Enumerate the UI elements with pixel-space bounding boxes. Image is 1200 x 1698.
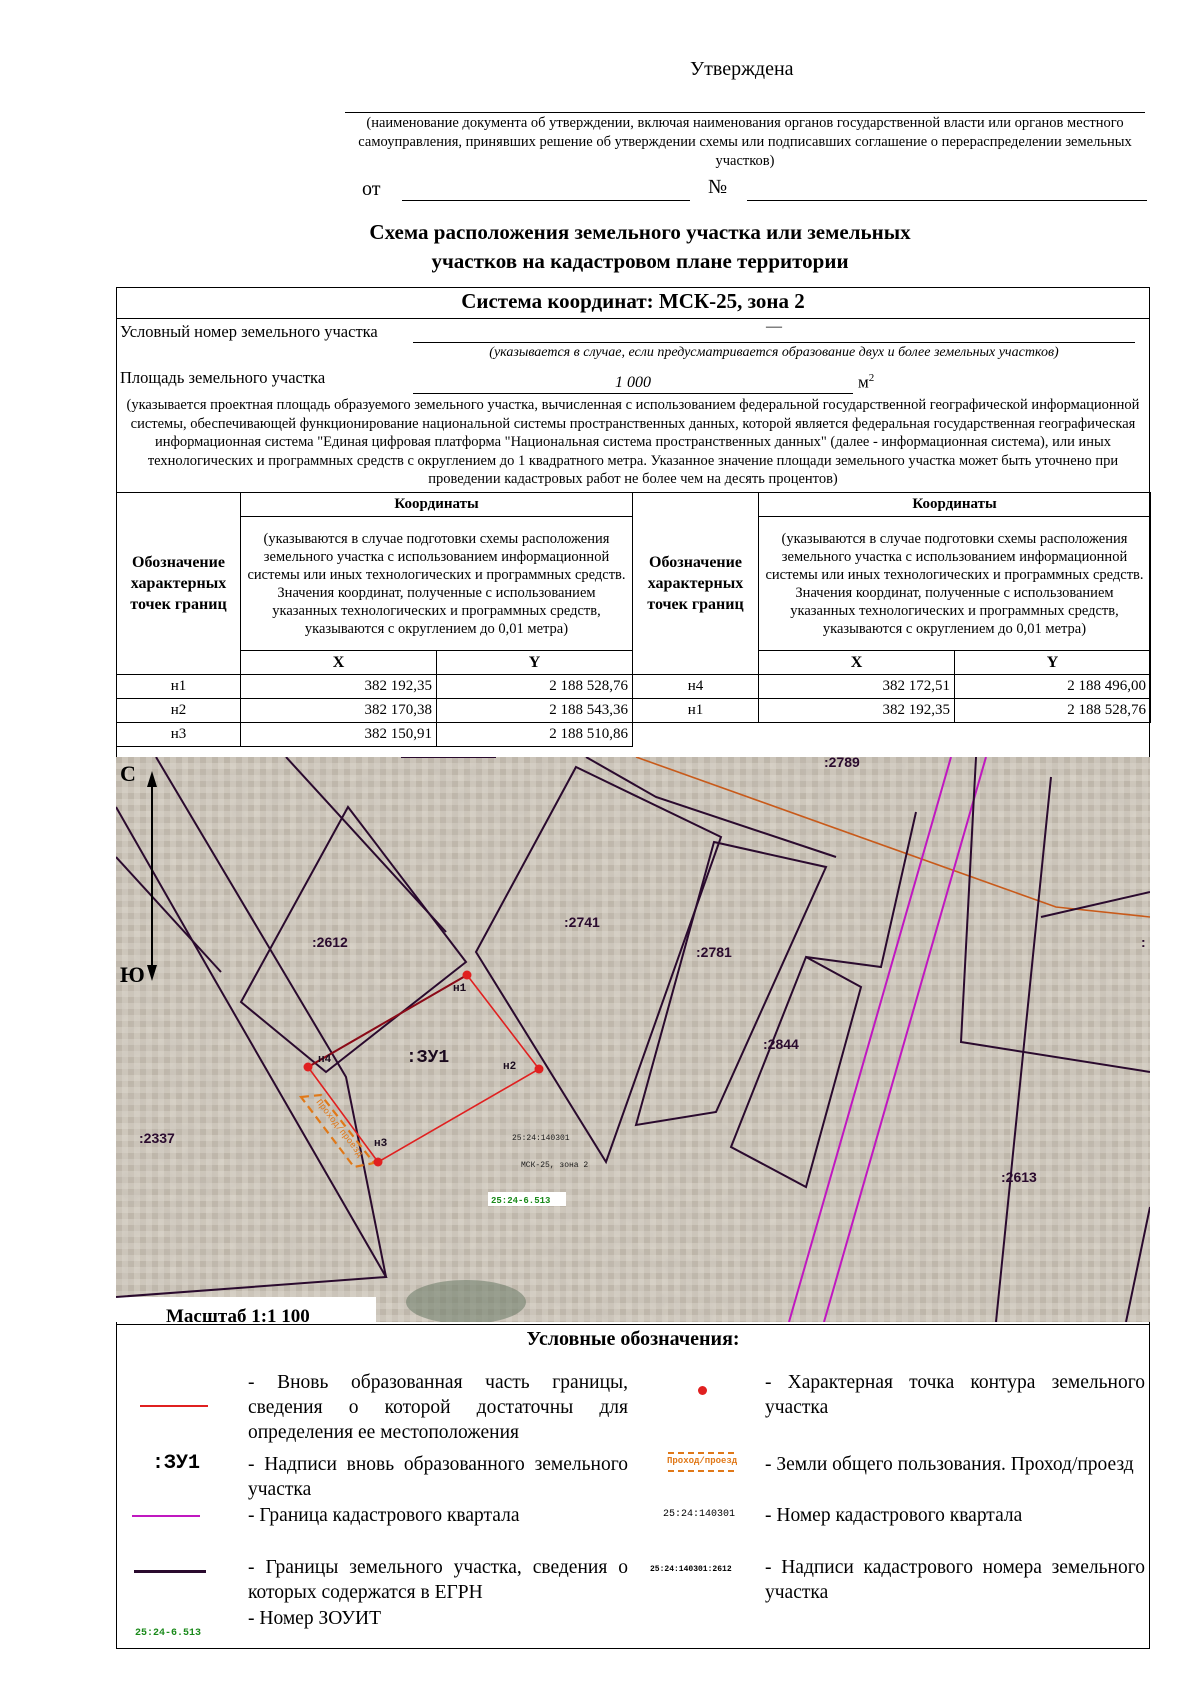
legend-common-land-text: - Земли общего пользования. Проход/проезд xyxy=(765,1454,1134,1475)
coords-desc-left: (указываются в случае подготовки схемы расположения земельного участка с использованием информационной системы или иных технологических и программных средств. Значения координат, полученные с использованием указанных технологических и программных средств, указываются с округлением до 0,01 метра) xyxy=(241,517,633,651)
point-n3-label: н3 xyxy=(374,1138,388,1150)
conditional-number-label: Условный номер земельного участка xyxy=(120,322,378,341)
point-n4-label: н4 xyxy=(318,1054,332,1066)
point-id: н1 xyxy=(633,699,759,723)
map-svg xyxy=(116,757,1150,1322)
approved-label: Утверждена xyxy=(690,58,794,80)
new-parcel-label: :ЗУ1 xyxy=(406,1048,450,1068)
area-label: Площадь земельного участка xyxy=(120,368,326,387)
north-label: С xyxy=(120,761,136,786)
y-header-left: Y xyxy=(437,651,633,675)
parcel-label-2741: :2741 xyxy=(564,914,600,930)
area-value: 1 000 xyxy=(615,374,651,391)
legend-common-land-line-top xyxy=(668,1452,734,1454)
page-title xyxy=(250,218,1030,276)
vegetation-patch xyxy=(406,1280,526,1322)
y-header-right: Y xyxy=(955,651,1151,675)
legend-egrn-border-text: - Границы земельного участка, сведения о которых содержатся в ЕГРН xyxy=(248,1557,628,1603)
y-value: 2 188 510,86 xyxy=(437,723,633,747)
legend-quarter-number-text: - Номер кадастрового квартала xyxy=(765,1505,1023,1526)
cadastral-map xyxy=(116,757,1150,1322)
point-id: н3 xyxy=(117,723,241,747)
x-header-left: X xyxy=(241,651,437,675)
point-n1-label: н1 xyxy=(453,983,467,995)
legend-common-land-sample: Проход/проезд xyxy=(667,1456,738,1466)
legend-new-parcel-sample: :ЗУ1 xyxy=(152,1452,201,1475)
table-row xyxy=(117,723,1151,747)
legend-quarter-border-sample xyxy=(132,1515,200,1517)
coords-header-right: Координаты xyxy=(759,493,1151,517)
legend-egrn-border-sample xyxy=(134,1570,206,1573)
legend-new-border-text: - Вновь образованная часть границы, сведения о которой достаточны для определения ее местоположения xyxy=(248,1372,628,1443)
point-n3-marker xyxy=(374,1158,383,1167)
point-n2-marker xyxy=(535,1065,544,1074)
point-n2-label: н2 xyxy=(503,1061,517,1073)
legend-char-point-text: - Характерная точка контура земельного участка xyxy=(765,1372,1145,1418)
legend-cad-number-sample: 25:24:140301:2612 xyxy=(650,1565,732,1574)
number-label: № xyxy=(708,176,728,198)
point-n1-marker xyxy=(463,971,472,980)
legend-zouit-sample: 25:24-6.513 xyxy=(135,1628,202,1639)
approval-doc-note: (наименование документа об утверждении, включая наименования органов государственной власти или органов местного самоуправления, принявших решение об утверждении схемы или подписавших соглашение о перераспределении земельных участков) xyxy=(358,115,1132,169)
parcel-label-2781: :2781 xyxy=(696,944,732,960)
coordinates-table xyxy=(116,492,1151,747)
legend-common-land-line-bottom xyxy=(668,1470,734,1472)
number-line xyxy=(747,200,1147,201)
date-label: от xyxy=(362,178,381,200)
point-header-right: Обозначение характерных точек границ xyxy=(633,493,759,675)
south-label: Ю xyxy=(120,962,145,987)
coord-system-title: Система координат: МСК-25, зона 2 xyxy=(461,289,805,313)
parcel-label-2612: :2612 xyxy=(312,934,348,950)
parcel-label-edge: : xyxy=(1141,934,1146,950)
table-row xyxy=(117,699,1151,723)
conditional-number-note: (указывается в случае, если предусматривается образование двух и более земельных участков) xyxy=(489,345,1059,360)
coords-header-left: Координаты xyxy=(241,493,633,517)
conditional-number-value: — xyxy=(766,318,782,335)
x-value: 382 150,91 xyxy=(241,723,437,747)
legend-divider xyxy=(116,1324,1150,1325)
legend-cad-number-text: - Надписи кадастрового номера земельного участка xyxy=(765,1557,1145,1603)
legend-quarter-number-sample: 25:24:140301 xyxy=(663,1509,736,1520)
point-id: н2 xyxy=(117,699,241,723)
coord-system-map-label: МСК-25, зона 2 xyxy=(521,1161,589,1170)
point-n4-marker xyxy=(304,1063,313,1072)
x-header-right: X xyxy=(759,651,955,675)
x-value: 382 170,38 xyxy=(241,699,437,723)
legend-zouit-text: - Номер ЗОУИТ xyxy=(248,1608,382,1629)
legend-quarter-border-text: - Граница кадастрового квартала xyxy=(248,1505,520,1526)
point-id: н1 xyxy=(117,675,241,699)
y-value: 2 188 528,76 xyxy=(437,675,633,699)
conditional-number-line xyxy=(413,342,1135,343)
x-value: 382 192,35 xyxy=(241,675,437,699)
area-unit: $м^2$ xyxy=(858,372,875,392)
date-line xyxy=(402,200,690,201)
legend-new-border-sample xyxy=(140,1405,208,1407)
point-header-left: Обозначение характерных точек границ xyxy=(117,493,241,675)
parcel-label-2613: :2613 xyxy=(1001,1169,1037,1185)
legend-new-parcel-text: - Надписи вновь образованного земельного участка xyxy=(248,1454,628,1500)
y-value: 2 188 496,00 xyxy=(955,675,1151,699)
legend-char-point-sample xyxy=(698,1386,707,1395)
passage-label: Проход/проезд xyxy=(313,1097,365,1160)
quarter-number-label: 25:24:140301 xyxy=(512,1134,570,1143)
area-note: (указывается проектная площадь образуемого земельного участка, вычисленная с использованием федеральной государственной географической информационной системы, обеспечивающей функционирование национальной системы пространственных данных, которой является федеральная государственная географическая информационная система "Единая цифровая платформа "Национальная система пространственных данных" (далее - информационная система), или иных технологических и программных средств с округлением до 1 квадратного метра. Указанное значение площади земельного участка может быть уточнено при проведении кадастровых работ не более чем на десять процентов) xyxy=(126,397,1140,487)
parcel-label-2789: :2789 xyxy=(824,757,860,770)
coords-desc-right: (указываются в случае подготовки схемы расположения земельного участка с использованием информационной системы или иных технологических и программных средств. Значения координат, полученные с использованием указанных технологических и программных средств, указываются с округлением до 0,01 метра) xyxy=(759,517,1151,651)
scale-label: Масштаб 1:1 100 xyxy=(166,1306,310,1327)
x-value: 382 172,51 xyxy=(759,675,955,699)
parcel-label-2844: :2844 xyxy=(763,1036,799,1052)
point-id: н4 xyxy=(633,675,759,699)
x-value: 382 192,35 xyxy=(759,699,955,723)
area-line xyxy=(413,393,853,394)
table-row xyxy=(117,675,1151,699)
parcel-label-2337: :2337 xyxy=(139,1130,175,1146)
title-line-2: участков на кадастровом плане территории xyxy=(431,249,849,273)
legend-title: Условные обозначения: xyxy=(526,1328,740,1350)
y-value: 2 188 543,36 xyxy=(437,699,633,723)
zouit-label: 25:24-6.513 xyxy=(491,1196,551,1206)
title-line-1: Схема расположения земельного участка или земельных xyxy=(369,220,911,244)
satellite-texture xyxy=(116,757,1150,1322)
approval-doc-line xyxy=(345,112,1145,113)
y-value: 2 188 528,76 xyxy=(955,699,1151,723)
